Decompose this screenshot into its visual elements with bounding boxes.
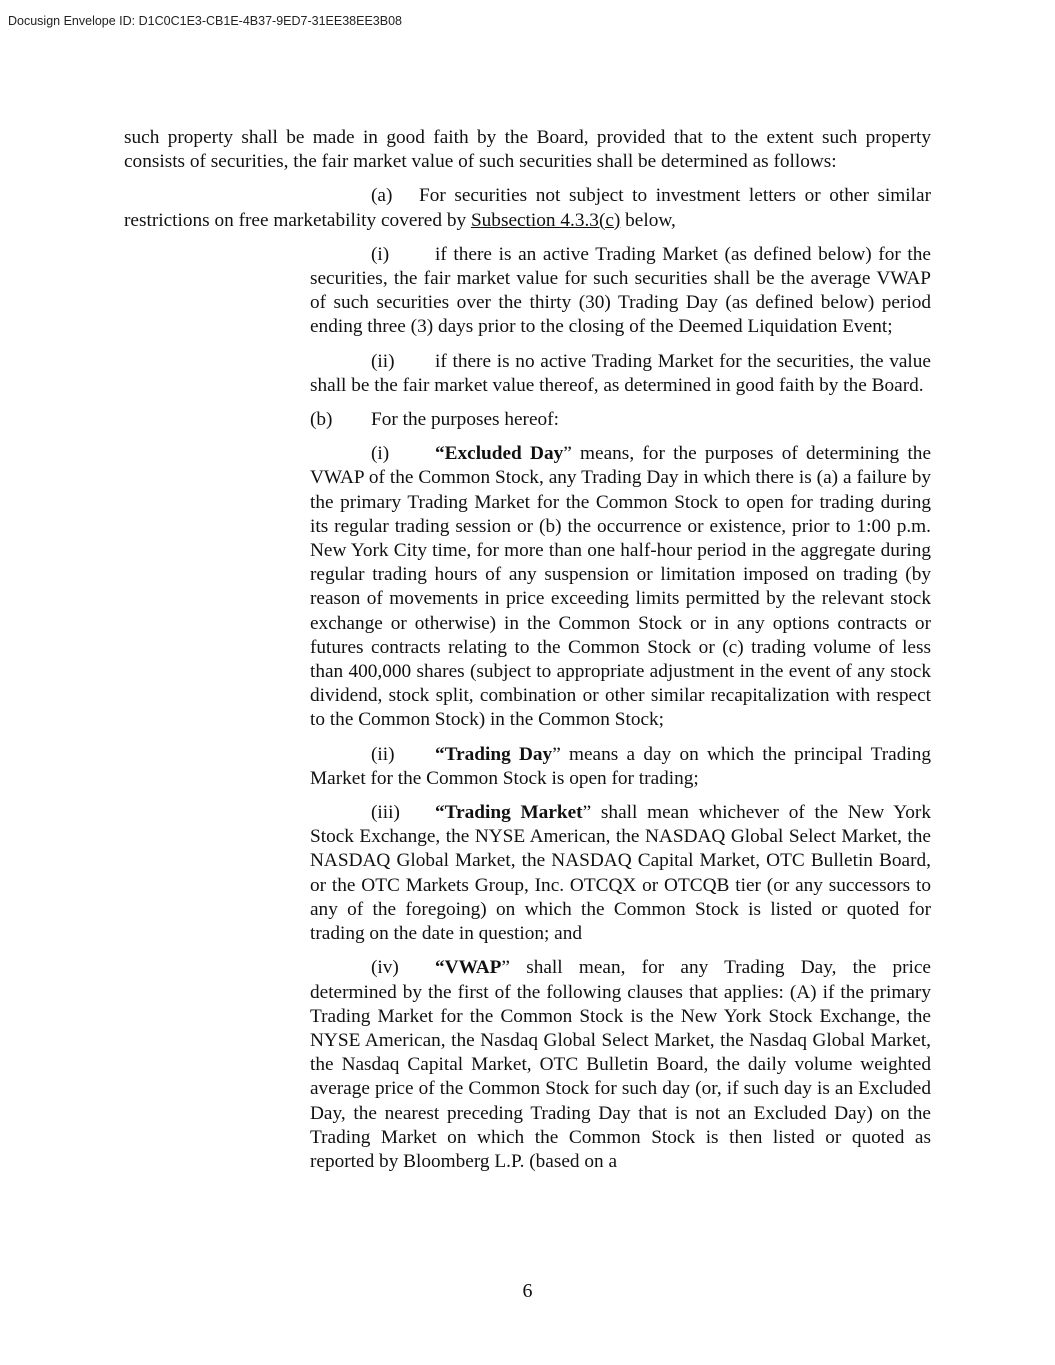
definition-excluded-day-text: ” means, for the purposes of determining the VWAP of the Common Stock, any Trading Day in which there is (a) a failure by the primary Trading Market for the Common Stock to open for trading during its regular trading session or (b) the occurrence or existence, prior to 1:00 p.m. New York City time, for more than one half-hour period in the aggregate during regular trading hours of any suspension or limitation imposed on trading (by reason of movements in price exceeding limits permitted by the relevant stock exchange or otherwise) in the Common Stock or in any options contracts or futures contracts relating to the Common Stock or (c) trading volume of less than 400,000 shares (subject to appropriate adjustment in the event of any stock dividend, stock split, combination or other similar recapitalization with respect to the Common Stock) in the Common Stock; (310, 443, 932, 731)
clause-b-ii-number: (ii) (371, 743, 395, 765)
clause-a-ii-number: (ii) (371, 350, 395, 372)
definition-vwap-text: ” shall mean, for any Trading Day, the price determined by the first of the following clauses that applies: (A) if the primary Trading Market for the Common Stock is the New York Stock Exchange, the NYSE American, the Nasdaq Global Select Market, the Nasdaq Global Market, the Nasdaq Capital Market, OTC Bulletin Board, the daily volume weighted average price of the Common Stock for such day (or, if such day is an Excluded Day, the nearest preceding Trading Day that is not an Excluded Day) on the Trading Market on which the Common Stock is then listed or quoted as reported by Bloomberg L.P. (based on a (310, 957, 931, 1172)
term-trading-day: “Trading Day (435, 743, 553, 765)
paragraph-a-number: (a) (371, 185, 393, 207)
clause-b-iii-number: (iii) (371, 802, 400, 824)
definition-trading-day-text: ” means a day on which the principal Trading Market for the Common Stock is open for trading; (310, 743, 931, 789)
clause-a-i (310, 243, 931, 340)
subsection-reference-link[interactable]: Subsection 4.3.3(c) (470, 209, 621, 231)
document-body (124, 126, 931, 1174)
page-number: 6 (522, 1280, 533, 1302)
intro-paragraph (124, 126, 931, 174)
paragraph-b-number: (b) (310, 409, 333, 431)
definition-trading-market (310, 801, 931, 946)
definition-trading-day (310, 743, 931, 791)
clause-a-i-number: (i) (371, 243, 390, 265)
paragraph-a-text: For securities not subject to investment letters or other similar restrictions on free marketability covered by (124, 185, 931, 231)
docusign-envelope-id: Docusign Envelope ID: D1C0C1E3-CB1E-4B37-9ED7-31EE38EE3B08 (8, 14, 402, 28)
clause-a-ii (310, 350, 931, 398)
nested-clauses (124, 243, 931, 1174)
clause-a-i-text: if there is an active Trading Market (as defined below) for the securities, the fair market value for such securities shall be the average VWAP of such securities over the thirty (30) Trading Day (as defined below) period ending three (3) days prior to the closing of the Deemed Liquidation Event; (310, 243, 931, 338)
definition-excluded-day (310, 442, 931, 732)
intro-text: such property shall be made in good faith by the Board, provided that to the extent such property consists of securities, the fair market value of such securities shall be determined as follows: (124, 127, 931, 173)
paragraph-b (310, 408, 931, 432)
clause-a-ii-text: if there is no active Trading Market for the securities, the value shall be the fair market value thereof, as determined in good faith by the Board. (310, 350, 931, 396)
clause-b-i-number: (i) (371, 443, 390, 465)
paragraph-b-text: For the purposes hereof: (371, 409, 559, 431)
term-vwap: “VWAP (435, 957, 502, 979)
term-trading-market: “Trading Market (435, 802, 583, 824)
paragraph-a-text-end: below, (620, 209, 676, 231)
definition-trading-market-text: ” shall mean whichever of the New York Stock Exchange, the NYSE American, the NASDAQ Global Select Market, the NASDAQ Global Market, the NASDAQ Capital Market, OTC Bulletin Board, or the OTC Markets Group, Inc. OTCQX or OTCQB tier (or any successors to any of the foregoing) on which the Common Stock is listed or quoted for trading on the date in question; and (310, 802, 931, 945)
paragraph-a (124, 184, 931, 232)
clause-b-iv-number: (iv) (371, 957, 399, 979)
definition-vwap (310, 956, 931, 1174)
term-excluded-day: “Excluded Day (435, 443, 564, 465)
